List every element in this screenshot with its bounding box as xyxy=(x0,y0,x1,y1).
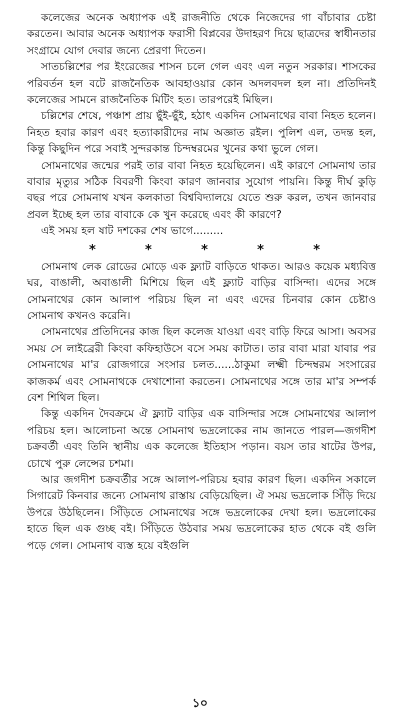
paragraph-9: আর জগদীশ চক্রবর্তীর সঙ্গে আলাপ-পরিচয় হবার কারণ ছিল। একদিন সকালে সিগারেট কিনবার জন্যে সোমনাথ রাস্তায় বেড়িয়েছিল। ঐ সময় ভদ্রলোক সিঁড়ি দিয়ে উপরে উঠছিলেন। সিঁড়িতে সোমনাথের সঙ্গে ভদ্রলোকের দেখা হল। ভদ্রলোকের হাতে ছিল এক গুচ্ছ বই। সিঁড়িতে উঠবার সময় ভদ্রলোকের হাত থেকে বই গুলি পড়ে গেল। সোমনাথ ব্যস্ত হয়ে বইগুলি xyxy=(27,473,376,552)
paragraph-8: কিন্তু একদিন দৈবক্রমে ঐ ফ্ল্যাট বাড়ির এক বাসিন্দার সঙ্গে সোমনাথের আলাপ পরিচয় হল। আলোচনা অন্তে সোমনাথ ভদ্রলোকের নাম জানতে পারল—জগদীশ চক্রবর্তী এবং তিনি স্থানীয় এক কলেজে ইতিহাস পড়ান। বয়স তার ষাটের উপর, চোখে পুরু লেন্সের চশমা। xyxy=(27,408,376,470)
paragraph-4: সোমনাথের জন্মের পরই তার বাবা নিহত হয়েছিলেন। এই কারণে সোমনাথ তার বাবার মৃত্যুর সঠিক বিবরণী কিংবা কারণ জানবার সুযোগ পায়নি। কিন্তু দীর্ঘ কুড়ি বছর পরে সোমনাথ যখন কলকাতা বিশ্ববিদ্যালয়ে যেতে শুরু করল, তখন জানবার প্রবল ইচ্ছে হল তার বাবাকে কে খুন করেছে এবং কী কারণে? xyxy=(27,159,376,221)
paragraph-2: সাতচল্লিশের পর ইংরেজের শাসন চলে গেল এবং এল নতুন সরকার। শাসকের পরিবর্তন হল বটে রাজনৈতিক আবহাওয়ার কোন অদলবদল হল না। প্রতিদিনই কলেজের সামনে রাজনৈতিক মিটিং হত। তারপরেই মিছিল। xyxy=(27,61,376,107)
separator-star: * xyxy=(145,242,152,258)
paragraph-7: সোমনাথের প্রতিদিনের কাজ ছিল কলেজ যাওয়া এবং বাড়ি ফিরে আসা। অবসর সময় সে লাইব্রেরী কিংবা কফিহাউসে বসে সময় কাটাত। তার বাবা মারা যাবার পর সোমনাথের মা'র রোজগারে সংসার চলত......ঠাকুমা লক্ষ্মী চিন্দম্বরম সংসারের কাজকর্ম এবং সোমনাথকে দেখাশোনা করতেন। সোমনাথের সঙ্গে তার মা'র সম্পর্ক বেশ শিথিল ছিল। xyxy=(27,326,376,404)
paragraph-1: কলেজের অনেক অধ্যাপক এই রাজনীতি থেকে নিজেদের গা বাঁচাবার চেষ্টা করতেন। আবার অনেক অধ্যাপক ফরাসী বিপ্লবের উদাহরণ দিয়ে ছাত্রদের স্বাধীনতার সংগ্রামে যোগ দেবার জন্যে প্রেরণা দিতেন। xyxy=(27,12,376,57)
separator-star: * xyxy=(257,242,264,258)
paragraph-3: চল্লিশের শেষে, পঞ্চাশ প্রায় ছুঁই-ছুঁই, হঠাৎ একদিন সোমনাথের বাবা নিহত হলেন। নিহত হবার কারণ এবং হত্যাকারীদের নাম অজ্ঞাত রইল। পুলিশ এল, তদন্ত হল, কিন্তু কিছুদিন পরে সবাই সুন্দরকান্ত চিন্দম্বরমের খুনের কথা ভুলে গেল। xyxy=(27,110,376,156)
page-number: ১০ xyxy=(192,696,208,710)
separator-star: * xyxy=(201,242,208,258)
paragraph-6: সোমনাথ লেক রোডের মোড়ে এক ফ্ল্যাট বাড়িতে থাকত। আরও কয়েক মধ্যবিত্ত ঘর, বাঙালী, অবাঙালী মিশিয়ে ছিল এই ফ্ল্যাট বাড়ির বাসিন্দা। এদের সঙ্গে সোমনাথের কোন আলাপ পরিচয় ছিল না এবং এদের চিনবার কোন চেষ্টাও সোমনাথ কখনও করেনি। xyxy=(27,260,376,322)
section-separator xyxy=(27,242,376,259)
separator-star: * xyxy=(89,242,96,258)
paragraph-5: এই সময় হল ষাট দশকের শেষ ভাগে......... xyxy=(41,225,224,238)
separator-star: * xyxy=(313,242,320,258)
